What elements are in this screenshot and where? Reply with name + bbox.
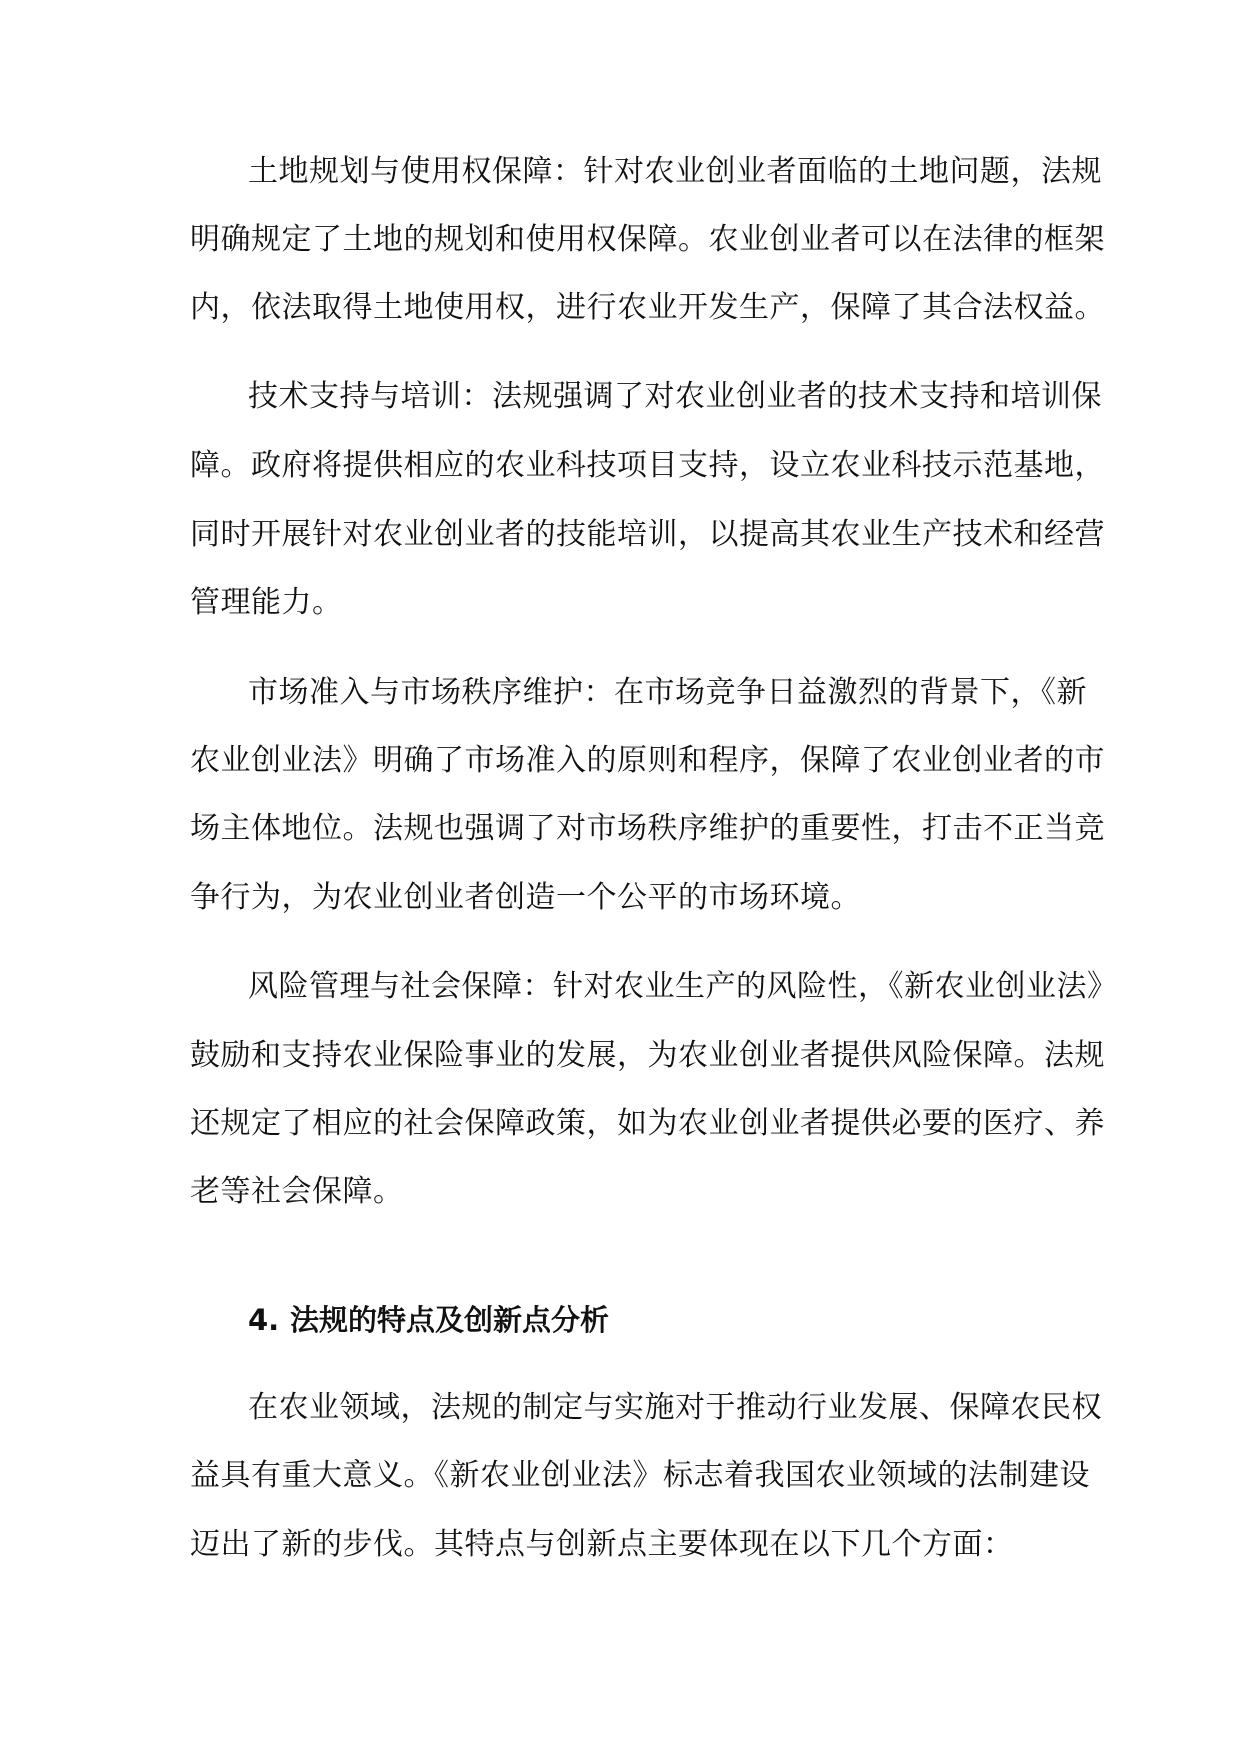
paragraph-2-line-4: 管理能力。	[190, 585, 343, 620]
paragraph-4-line-4: 老等社会保障。	[190, 1174, 404, 1209]
paragraph-3-line-4: 争行为，为农业创业者创造一个公平的市场环境。	[190, 880, 861, 915]
paragraph-3-line-3: 场主体地位。法规也强调了对市场秩序维护的重要性，打击不正当竞	[190, 811, 1105, 846]
paragraph-4-line-1: 风险管理与社会保障：针对农业生产的风险性，《新农业创业法》	[248, 969, 1118, 1004]
paragraph-3-line-2: 农业创业法》明确了市场准入的原则和程序，保障了农业创业者的市	[190, 743, 1105, 778]
closing-paragraph-line-3: 迈出了新的步伐。其特点与创新点主要体现在以下几个方面：	[190, 1527, 1014, 1562]
paragraph-3-line-1: 市场准入与市场秩序维护：在市场竞争日益激烈的背景下，《新	[248, 675, 1087, 710]
section-number: 4.	[248, 1303, 280, 1337]
paragraph-2-line-2: 障。政府将提供相应的农业科技项目支持，设立农业科技示范基地，	[190, 448, 1105, 483]
section-heading	[248, 1300, 609, 1340]
paragraph-2-line-1: 技术支持与培训：法规强调了对农业创业者的技术支持和培训保	[248, 379, 1102, 414]
closing-paragraph-line-2: 益具有重大意义。《新农业创业法》标志着我国农业领域的法制建设	[190, 1458, 1090, 1493]
paragraph-4-line-2: 鼓励和支持农业保险事业的发展，为农业创业者提供风险保障。法规	[190, 1038, 1105, 1073]
paragraph-1-line-2: 明确规定了土地的规划和使用权保障。农业创业者可以在法律的框架	[190, 222, 1105, 257]
paragraph-4-line-3: 还规定了相应的社会保障政策，如为农业创业者提供必要的医疗、养	[190, 1106, 1105, 1141]
section-title: 法规的特点及创新点分析	[290, 1303, 610, 1337]
paragraph-2-line-3: 同时开展针对农业创业者的技能培训，以提高其农业生产技术和经营	[190, 517, 1105, 552]
paragraph-1-line-3: 内，依法取得土地使用权，进行农业开发生产，保障了其合法权益。	[190, 290, 1105, 325]
closing-paragraph-line-1: 在农业领域，法规的制定与实施对于推动行业发展、保障农民权	[248, 1390, 1102, 1425]
paragraph-1-line-1: 土地规划与使用权保障：针对农业创业者面临的土地问题，法规	[248, 154, 1102, 189]
